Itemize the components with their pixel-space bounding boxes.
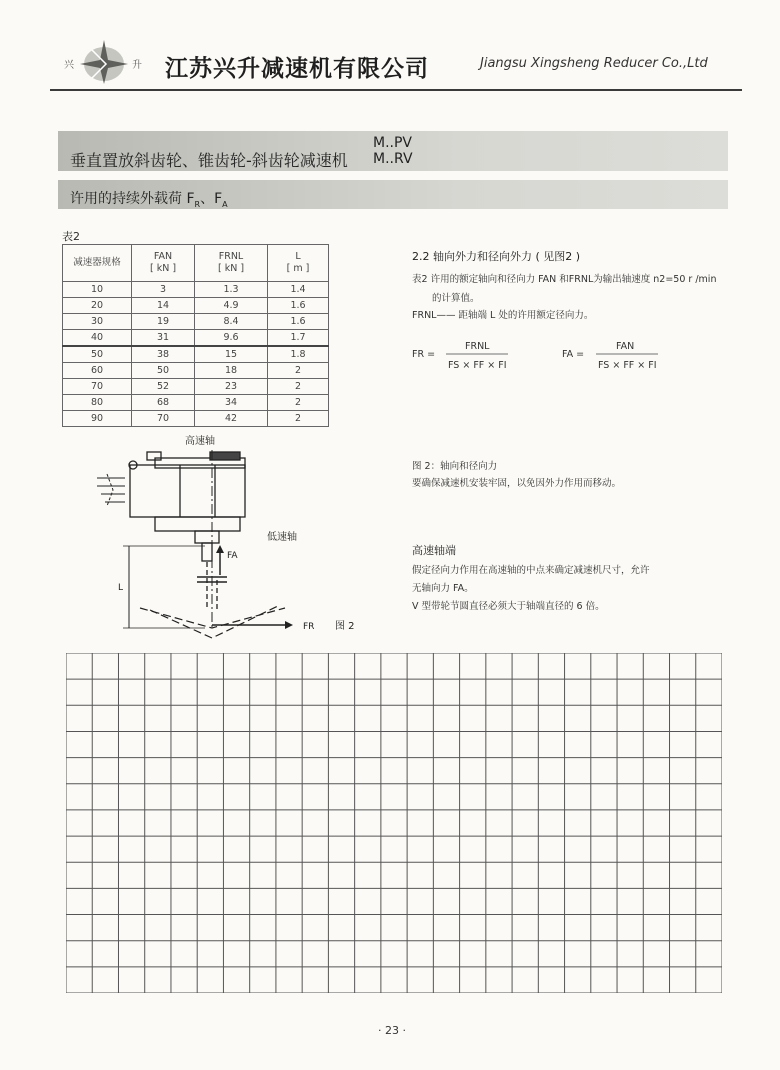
table-cell: 14 — [132, 298, 195, 314]
table-cell: 34 — [195, 395, 268, 411]
table-cell: 19 — [132, 314, 195, 330]
table-header-row — [63, 245, 329, 282]
figure-caption: 图 2：轴向和径向力 — [412, 461, 498, 472]
product-title: 垂直置放斜齿轮、锥齿轮-斜齿轮减速机 — [70, 151, 348, 170]
table-cell: 2 — [268, 363, 329, 379]
company-name-cn: 江苏兴升减速机有限公司 — [165, 56, 429, 82]
header-rule — [50, 89, 742, 91]
table-row — [63, 411, 329, 427]
table-cell: 10 — [63, 282, 132, 298]
table-cell: 40 — [63, 330, 132, 347]
formula-a-denominator: FS × FF × FI — [598, 360, 657, 371]
fr-label: FR — [303, 622, 315, 632]
figure-label: 图 2 — [335, 621, 355, 632]
paragraph: 的计算值。 — [432, 293, 480, 304]
paragraph: V 型带轮节圆直径必须大于轴端直径的 6 倍。 — [412, 601, 605, 612]
header-cell: FAN [ kN ] — [132, 245, 195, 282]
table-cell: 60 — [63, 363, 132, 379]
table-cell: 1.7 — [268, 330, 329, 347]
table-cell: 50 — [132, 363, 195, 379]
table-cell: 70 — [63, 379, 132, 395]
table-cell: 68 — [132, 395, 195, 411]
table-row — [63, 298, 329, 314]
table-cell: 3 — [132, 282, 195, 298]
table-cell: 1.3 — [195, 282, 268, 298]
table-cell: 1.6 — [268, 314, 329, 330]
formula-r-numerator: FRNL — [465, 341, 490, 352]
model-code-pv: M..PV — [373, 135, 412, 151]
formula-a-lhs: FA = — [562, 349, 585, 360]
table-cell: 2 — [268, 379, 329, 395]
model-code-rv: M..RV — [373, 151, 413, 167]
table-cell: 38 — [132, 346, 195, 363]
header-cell: L [ m ] — [268, 245, 329, 282]
table-cell: 2 — [268, 411, 329, 427]
company-name-en: Jiangsu Xingsheng Reducer Co.,Ltd — [480, 56, 708, 71]
formula-r-lhs: FR = — [412, 349, 436, 360]
table-cell: 8.4 — [195, 314, 268, 330]
formula-r-denominator: FS × FF × FI — [448, 360, 507, 371]
paragraph: 表2 许用的额定轴向和径向力 FAN 和FRNL为输出轴速度 n2=50 r /min — [412, 274, 717, 285]
logo-right-char: 升 — [132, 60, 142, 71]
table-cell: 50 — [63, 346, 132, 363]
table-cell: 18 — [195, 363, 268, 379]
high-speed-title: 高速轴端 — [412, 544, 456, 557]
logo-left-char: 兴 — [64, 60, 74, 71]
table-cell: 42 — [195, 411, 268, 427]
table-cell: 20 — [63, 298, 132, 314]
formula-a-numerator: FAN — [616, 341, 635, 352]
paragraph: FRNL—— 距轴端 L 处的许用额定径向力。 — [412, 310, 594, 321]
table-cell: 15 — [195, 346, 268, 363]
l-label: L — [118, 583, 124, 593]
blank-grid — [66, 653, 722, 993]
table-cell: 4.9 — [195, 298, 268, 314]
model-codes — [373, 135, 413, 167]
high-speed-shaft-label: 高速轴 — [185, 436, 215, 447]
table-row — [63, 330, 329, 347]
formulas — [410, 335, 670, 375]
section-2-2-title: 2.2 轴向外力和径向外力 ( 见图2 ) — [412, 250, 581, 263]
table-cell: 1.4 — [268, 282, 329, 298]
table-cell: 31 — [132, 330, 195, 347]
table-cell: 1.8 — [268, 346, 329, 363]
company-logo — [62, 36, 147, 86]
header-cell: FRNL [ kN ] — [195, 245, 268, 282]
table-row — [63, 395, 329, 411]
table-label: 表2 — [62, 230, 80, 243]
page-number: · 23 · — [378, 1024, 406, 1037]
figure-2-diagram — [85, 430, 385, 640]
paragraph: 无轴向力 FA。 — [412, 583, 474, 594]
table-cell: 80 — [63, 395, 132, 411]
header-cell: 减速器规格 — [63, 245, 132, 282]
table-cell: 30 — [63, 314, 132, 330]
table-cell: 52 — [132, 379, 195, 395]
table-cell: 2 — [268, 395, 329, 411]
table-cell: 23 — [195, 379, 268, 395]
table-cell: 1.6 — [268, 298, 329, 314]
table-cell: 90 — [63, 411, 132, 427]
table-cell: 70 — [132, 411, 195, 427]
table-row — [63, 379, 329, 395]
table-row — [63, 282, 329, 298]
table-cell: 9.6 — [195, 330, 268, 347]
table-row — [63, 363, 329, 379]
load-table — [62, 244, 329, 427]
table-row — [63, 346, 329, 363]
table-row — [63, 314, 329, 330]
fa-label: FA — [227, 551, 238, 561]
figure-note: 要确保减速机安装牢固，以免因外力作用而移动。 — [412, 478, 622, 489]
low-speed-shaft-label: 低速轴 — [267, 532, 297, 543]
paragraph: 假定径向力作用在高速轴的中点来确定减速机尺寸，允许 — [412, 565, 650, 576]
section-title: 许用的持续外载荷 $F_R$、$F_A$ — [70, 191, 228, 209]
